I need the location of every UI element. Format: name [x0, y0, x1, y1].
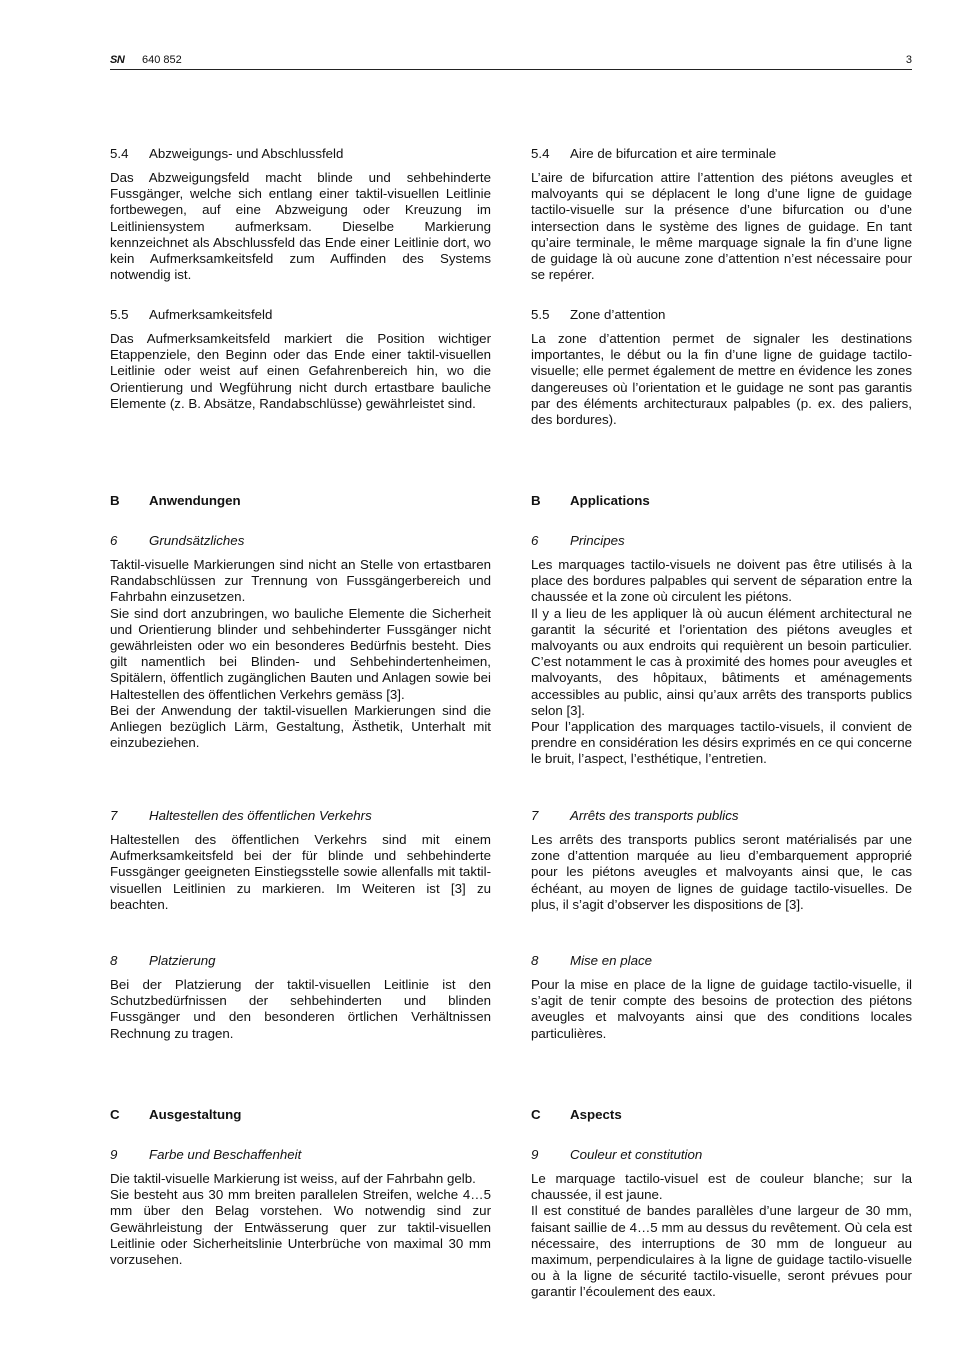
section-title: Arrêts des transports publics: [570, 808, 739, 823]
paragraph: La zone d’attention permet de signaler les destinations importantes, le début ou la fin d’une ligne de guidage tactilo-visuelle; elle permet également de mettre en évidence les zones dangereuses où l’orientation et le guidage ne sont pas garantis par des éléments architecturaux palpables (p. ex. des paliers, des bordures).: [531, 331, 912, 428]
section-7-de: [110, 808, 491, 913]
paragraph: Le marquage tactilo-visuel est de couleur blanche; sur la chaussée, il est jaune.: [531, 1171, 912, 1203]
section-9-de: [110, 1147, 491, 1268]
section-title: Principes: [570, 533, 625, 548]
page-number: 3: [905, 54, 912, 66]
chapter-letter: B: [110, 493, 120, 508]
paragraph: Bei der Platzierung der taktil-visuellen Leitlinie ist den Schutzbedürfnissen der sehbehinderten und blinden Fussgänger und den besonderen örtlichen Verhältnissen Rechnung zu tragen.: [110, 977, 491, 1041]
chapter-letter: B: [531, 493, 541, 508]
section-5-4-de: [110, 146, 491, 283]
section-6-fr: [531, 533, 912, 768]
section-number: 6: [110, 533, 118, 548]
section-title: Grundsätzliches: [149, 533, 245, 548]
section-number: 7: [110, 808, 118, 823]
section-title: Haltestellen des öffentlichen Verkehrs: [149, 808, 372, 823]
header-rule: [110, 69, 912, 70]
document-number: 640 852: [142, 54, 182, 66]
section-title: Couleur et constitution: [570, 1147, 703, 1162]
section-8-fr: [531, 953, 912, 1042]
section-number: 5.4: [531, 146, 550, 161]
paragraph: L’aire de bifurcation attire l’attention des piétons aveugles et malvoyants qui se déplacent le long d’une ligne de guidage tactilo-visuelle sur la présence d’une bifurcation ou d’une intersection dans le système des lignes de guidage. En tant qu’aire terminale, le même marquage signale la fin d’une ligne de guidage là où aucune zone d’attention n’est nécessaire pour se repérer.: [531, 170, 912, 283]
section-number: 5.5: [110, 307, 129, 322]
section-title: Aufmerksamkeitsfeld: [149, 307, 273, 322]
section-number: 5.5: [531, 307, 550, 322]
paragraph: Haltestellen des öffentlichen Verkehrs sind mit einem Aufmerksamkeitsfeld bei der für blinde und sehbehinderte Fussgänger geeigneten Einstiegsstelle sowie allenfalls mit taktil-visuellen Leitlinien zu markieren. Im Weiteren ist [3] zu beachten.: [110, 832, 491, 912]
section-5-4-fr: [531, 146, 912, 283]
chapter-b-de: [110, 493, 491, 509]
chapter-c-fr: [531, 1107, 912, 1123]
chapter-b-fr: [531, 493, 912, 509]
chapter-title: Aspects: [570, 1107, 622, 1122]
paragraph: Taktil-visuelle Markierungen sind nicht an Stelle von ertastbaren Randabschlüssen zur Trennung von Fussgängerbereich und Fahrbahn einzusetzen.: [110, 557, 491, 605]
paragraph: Sie sind dort anzubringen, wo bauliche Elemente die Sicherheit und Orientierung blinder und sehbehinderter Fussgänger nicht gewährleisten oder wo ein besonderes Bedürfnis besteht. Dies gilt namentlich bei Blinden- und Sehbehindertenheimen, Spitälern, öffentlich zugänglichen Bauten und Anlagen sowie bei Haltestellen des öffentlichen Verkehrs gemäss [3].: [110, 605, 491, 702]
section-7-fr: [531, 808, 912, 913]
section-number: 6: [531, 533, 539, 548]
chapter-title: Anwendungen: [149, 493, 241, 508]
section-title: Platzierung: [149, 953, 216, 968]
section-5-5-de: [110, 307, 491, 412]
section-number: 8: [110, 953, 118, 968]
paragraph: Die taktil-visuelle Markierung ist weiss, auf der Fahrbahn gelb.: [110, 1171, 476, 1186]
section-6-de: [110, 533, 491, 751]
section-number: 8: [531, 953, 539, 968]
chapter-c-de: [110, 1107, 491, 1123]
section-title: Mise en place: [570, 953, 653, 968]
paragraph: Il y a lieu de les appliquer là où aucun élément architectural ne garantit la sécurité et l’orientation des piétons aveugles et malvoyants ou aux endroits qui requièrent un besoin particulier. C’est notamment le cas à proximité des homes pour aveugles et malvoyants, des hôpitaux, bâtiments et aménagements accessibles au public, ainsi qu’aux arrêts des transports publics selon [3].: [531, 605, 912, 718]
section-number: 7: [531, 808, 539, 823]
page-header: [110, 50, 912, 70]
section-title: Farbe und Beschaffenheit: [149, 1147, 302, 1162]
section-8-de: [110, 953, 491, 1042]
paragraph: Das Aufmerksamkeitsfeld markiert die Position wichtiger Etappenziele, den Beginn oder das Ende einer taktil-visuellen Leitlinie oder weist auf einen Gefahrenbereich hin, wo die Orientierung und Wegführung nicht durch ertastbare bauliche Elemente (z. B. Absätze, Randabschlüsse) gewährleistet sind.: [110, 331, 491, 411]
paragraph: Sie besteht aus 30 mm breiten parallelen Streifen, welche 4…5 mm über den Belag vorstehen. Wo notwendig sind zur Gewährleistung der Entwässerung quer zur taktil-visuellen Leitlinie oder Sicherheitslinie Unterbrüche von maximal 30 mm vorzusehen.: [110, 1187, 491, 1268]
paragraph: Il est constitué de bandes parallèles d’une largeur de 30 mm, faisant saillie de 4…5 mm au dessus du revêtement. Où cela est nécessaire, des interruptions de 30 mm de longueur au maximum, perpendiculaires à la ligne de guidage tactilo-visuelle ou à la ligne de sécurité tactilo-visuelle, seront prévues pour garantir l’écoulement des eaux.: [531, 1203, 912, 1300]
chapter-title: Ausgestaltung: [149, 1107, 242, 1122]
paragraph: Les marquages tactilo-visuels ne doivent pas être utilisés à la place des bordures palpables qui servent de séparation entre la chaussée et la zone où circulent les piétons.: [531, 557, 912, 605]
section-number: 5.4: [110, 146, 129, 161]
paragraph: Les arrêts des transports publics seront matérialisés par une zone d’attention marquée au lieu d’embarquement approprié pour les piétons aveugles et malvoyants ainsi que, le cas échéant, au moyen de lignes de guidage tactilo-visuelles. De plus, il s’agit d’observer les dispositions de [3].: [531, 832, 912, 912]
chapter-letter: C: [110, 1107, 120, 1122]
section-number: 9: [110, 1147, 118, 1162]
paragraph: Pour l’application des marquages tactilo-visuels, il convient de prendre en considération les désirs exprimés en ce qui concerne le bruit, l’aspect, l’esthétique, l’entretien.: [531, 719, 912, 767]
sn-logo: SN: [110, 54, 125, 66]
chapter-letter: C: [531, 1107, 541, 1122]
chapter-title: Applications: [570, 493, 650, 508]
section-9-fr: [531, 1147, 912, 1301]
section-number: 9: [531, 1147, 539, 1162]
paragraph: Pour la mise en place de la ligne de guidage tactilo-visuelle, il s’agit de tenir compte des besoins de protection des piétons aveugles et malvoyants ainsi que des conditions locales particulières.: [531, 977, 912, 1041]
paragraph: Das Abzweigungsfeld macht blinde und sehbehinderte Fussgänger, welche sich entlang einer taktil-visuellen Leitlinie fortbewegen, auf eine Abzweigung oder Kreuzung im Leitliniensystem aufmerksam. Dieselbe Markierung kennzeichnet als Abschlussfeld das Ende einer Leitlinie dort, wo kein Aufmerksamkeitsfeld zum Auffinden des Systems notwendig ist.: [110, 170, 491, 283]
section-title: Aire de bifurcation et aire terminale: [570, 146, 777, 161]
section-title: Zone d’attention: [570, 307, 666, 322]
paragraph: Bei der Anwendung der taktil-visuellen Markierungen sind die Anliegen bezüglich Lärm, Gestaltung, Ästhetik, Unterhalt mit einzubeziehen.: [110, 702, 491, 751]
section-title: Abzweigungs- und Abschlussfeld: [149, 146, 344, 161]
section-5-5-fr: [531, 307, 912, 428]
